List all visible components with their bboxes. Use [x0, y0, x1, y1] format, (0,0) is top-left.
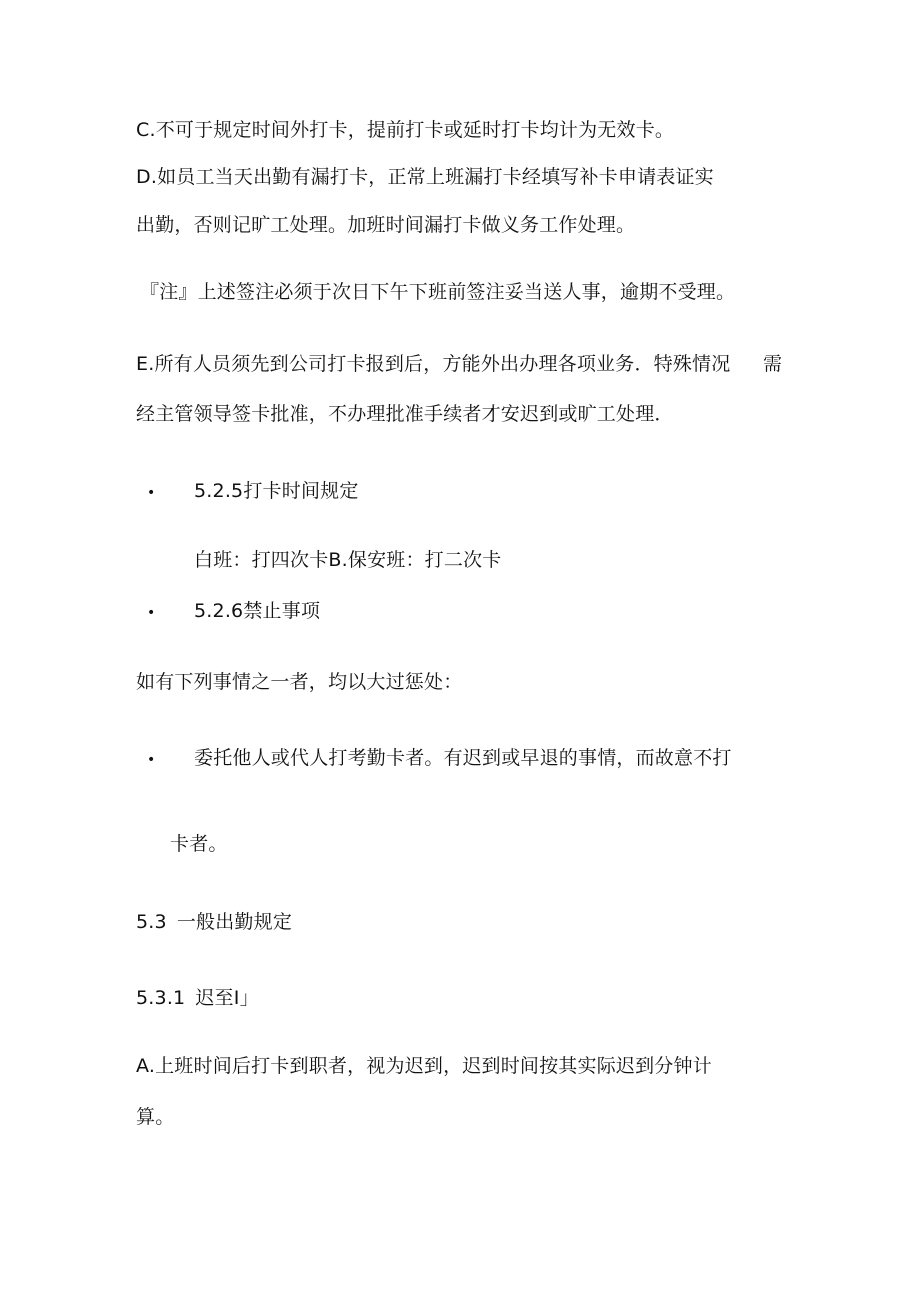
section-5-2-6-heading: 5.2.6禁止事项	[194, 600, 321, 622]
section-5-3-1-heading	[136, 985, 259, 1011]
rule-a-late-continued: 算。	[136, 1106, 175, 1128]
rule-e: E.所有人员须先到公司打卡报到后，方能外出办理各项业务．特殊情况	[136, 353, 731, 375]
rule-d: D.如员工当天出勤有漏打卡，正常上班漏打卡经填写补卡申请表证实	[136, 166, 714, 188]
bullet-icon: •	[147, 752, 156, 768]
section-number: 5.3.1	[136, 987, 186, 1009]
bullet-icon: •	[147, 485, 156, 501]
rule-e-continued: 经主管领导签卡批准，不办理批准手续者才安迟到或旷工处理．	[136, 403, 674, 425]
section-number: 5.3	[136, 911, 167, 933]
note-paragraph: 『注』上述签注必须于次日下午下班前签注妥当送人事，逾期不受理。	[140, 281, 736, 303]
prohibited-item-continued: 卡者。	[170, 833, 228, 855]
section-title: 迟至I」	[195, 987, 259, 1009]
prohibited-item: 委托他人或代人打考勤卡者。有迟到或早退的事情，而故意不打	[194, 747, 732, 769]
bullet-icon: •	[147, 605, 156, 621]
section-title: 一般出勤规定	[176, 911, 293, 933]
rule-d-continued: 出勤，否则记旷工处理。加班时间漏打卡做义务工作处理。	[136, 214, 636, 236]
rule-a-late: A.上班时间后打卡到职者，视为迟到，迟到时间按其实际迟到分钟计	[136, 1055, 712, 1077]
section-5-2-5-heading: 5.2.5打卡时间规定	[194, 480, 359, 502]
rule-e-trailing: 需	[763, 353, 783, 375]
rule-c: C.不可于规定时间外打卡，提前打卡或延时打卡均计为无效卡。	[136, 119, 675, 141]
shift-punch-times: 白班：打四次卡B.保安班：打二次卡	[194, 549, 502, 571]
section-5-3-heading	[136, 909, 292, 935]
prohibited-intro: 如有下列事情之一者，均以大过惩处：	[136, 671, 463, 693]
